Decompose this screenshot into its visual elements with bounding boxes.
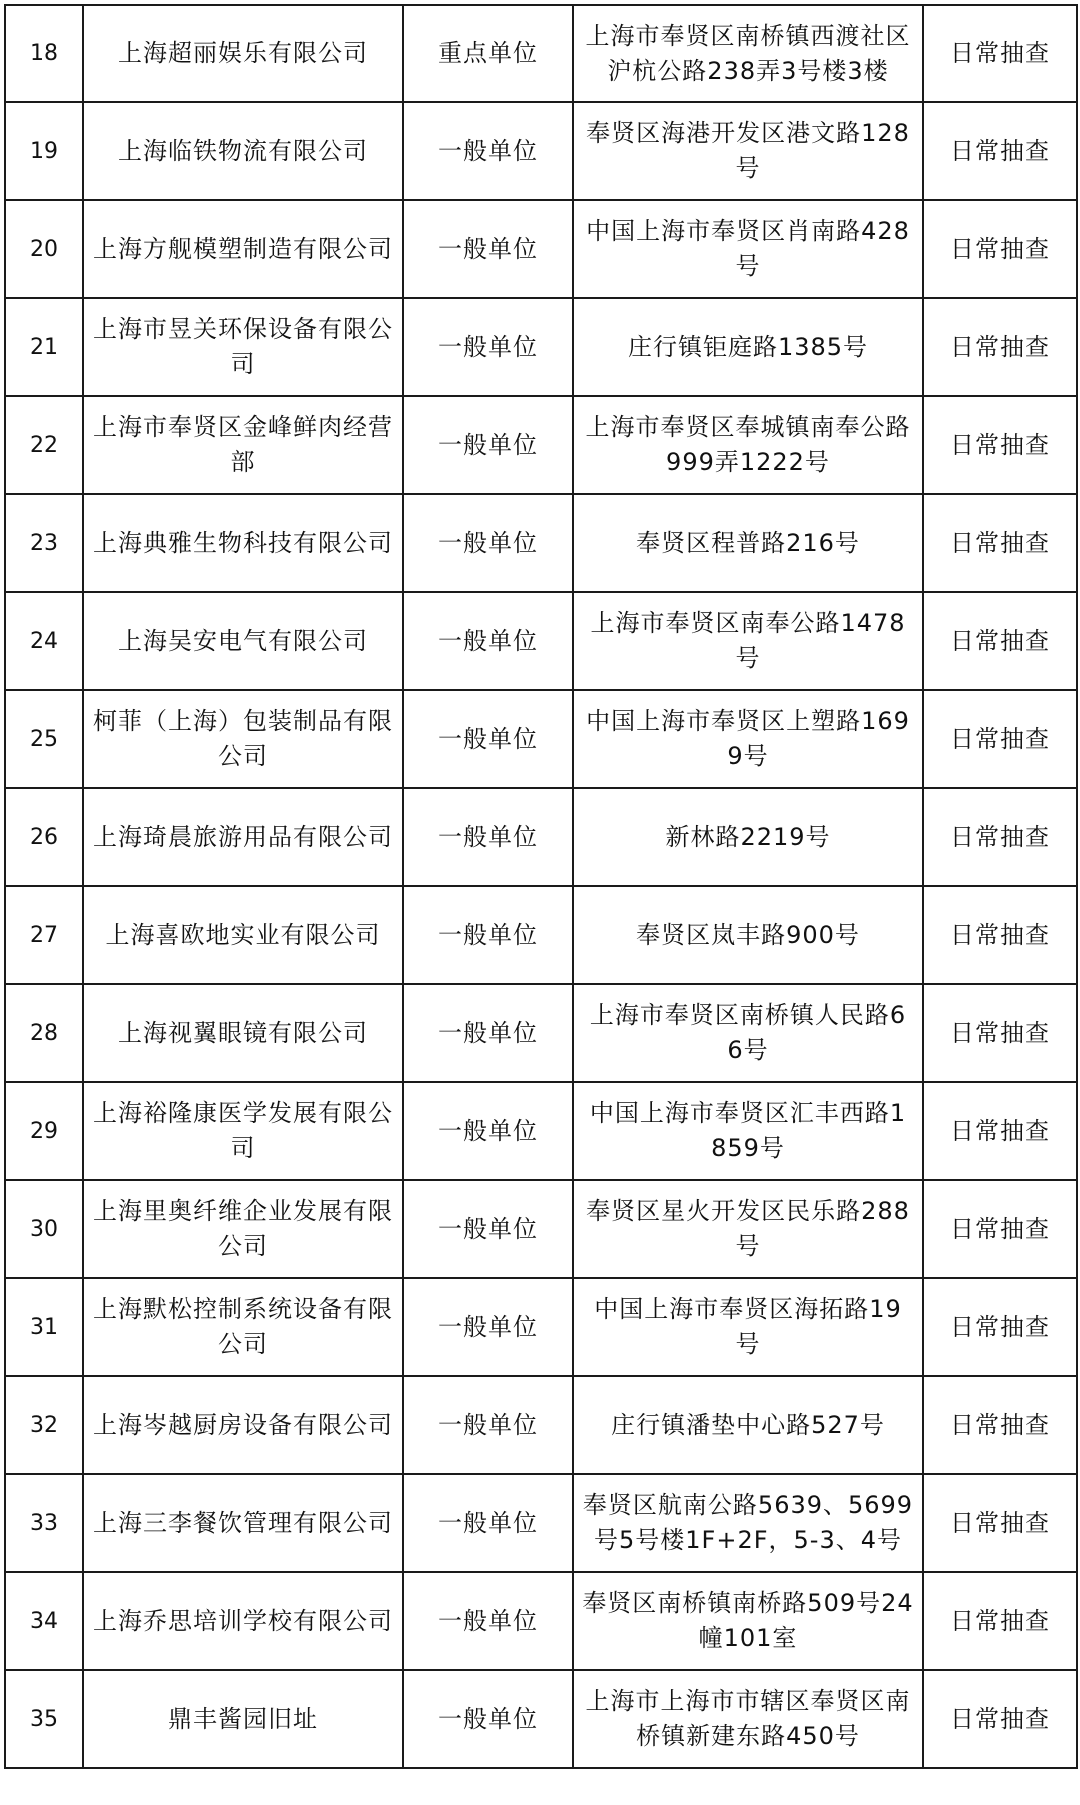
inspection-method-cell: 日常抽查 xyxy=(923,886,1077,984)
unit-type-cell: 一般单位 xyxy=(403,984,573,1082)
unit-type-cell: 一般单位 xyxy=(403,592,573,690)
unit-type-cell: 一般单位 xyxy=(403,1572,573,1670)
address-cell: 奉贤区岚丰路900号 xyxy=(573,886,923,984)
unit-type-cell: 一般单位 xyxy=(403,1082,573,1180)
table-row xyxy=(5,5,1077,102)
company-name-cell: 上海喜欧地实业有限公司 xyxy=(83,886,403,984)
company-name-cell: 上海岑越厨房设备有限公司 xyxy=(83,1376,403,1474)
company-name-cell: 上海方舰模塑制造有限公司 xyxy=(83,200,403,298)
table-row xyxy=(5,592,1077,690)
table-row xyxy=(5,1180,1077,1278)
inspection-method-cell: 日常抽查 xyxy=(923,788,1077,886)
table-row xyxy=(5,1572,1077,1670)
address-cell: 奉贤区海港开发区港文路128号 xyxy=(573,102,923,200)
table-row xyxy=(5,1278,1077,1376)
unit-type-cell: 一般单位 xyxy=(403,396,573,494)
inspection-method-cell: 日常抽查 xyxy=(923,592,1077,690)
address-cell: 奉贤区航南公路5639、5699号5号楼1F+2F，5-3、4号 xyxy=(573,1474,923,1572)
address-cell: 庄行镇钜庭路1385号 xyxy=(573,298,923,396)
row-number-cell: 28 xyxy=(5,984,83,1082)
company-name-cell: 上海三李餐饮管理有限公司 xyxy=(83,1474,403,1572)
inspection-method-cell: 日常抽查 xyxy=(923,1572,1077,1670)
inspection-method-cell: 日常抽查 xyxy=(923,1376,1077,1474)
row-number-cell: 20 xyxy=(5,200,83,298)
row-number-cell: 22 xyxy=(5,396,83,494)
address-cell: 上海市上海市市辖区奉贤区南桥镇新建东路450号 xyxy=(573,1670,923,1768)
company-name-cell: 上海超丽娱乐有限公司 xyxy=(83,5,403,102)
unit-type-cell: 一般单位 xyxy=(403,1180,573,1278)
address-cell: 中国上海市奉贤区肖南路428号 xyxy=(573,200,923,298)
table-row xyxy=(5,1670,1077,1768)
table-row xyxy=(5,396,1077,494)
row-number-cell: 29 xyxy=(5,1082,83,1180)
row-number-cell: 32 xyxy=(5,1376,83,1474)
row-number-cell: 31 xyxy=(5,1278,83,1376)
company-name-cell: 上海市昱关环保设备有限公司 xyxy=(83,298,403,396)
table-row xyxy=(5,200,1077,298)
inspection-method-cell: 日常抽查 xyxy=(923,494,1077,592)
unit-type-cell: 一般单位 xyxy=(403,298,573,396)
table-row xyxy=(5,984,1077,1082)
address-cell: 中国上海市奉贤区上塑路1699号 xyxy=(573,690,923,788)
inspection-method-cell: 日常抽查 xyxy=(923,1670,1077,1768)
company-name-cell: 鼎丰酱园旧址 xyxy=(83,1670,403,1768)
unit-type-cell: 一般单位 xyxy=(403,1474,573,1572)
company-name-cell: 上海琦晨旅游用品有限公司 xyxy=(83,788,403,886)
company-name-cell: 上海市奉贤区金峰鲜肉经营部 xyxy=(83,396,403,494)
row-number-cell: 35 xyxy=(5,1670,83,1768)
inspection-method-cell: 日常抽查 xyxy=(923,1278,1077,1376)
table-row xyxy=(5,1376,1077,1474)
address-cell: 庄行镇潘垫中心路527号 xyxy=(573,1376,923,1474)
company-name-cell: 上海默松控制系统设备有限公司 xyxy=(83,1278,403,1376)
address-cell: 奉贤区南桥镇南桥路509号24幢101室 xyxy=(573,1572,923,1670)
table-row xyxy=(5,788,1077,886)
unit-type-cell: 一般单位 xyxy=(403,1278,573,1376)
unit-type-cell: 重点单位 xyxy=(403,5,573,102)
table-row xyxy=(5,494,1077,592)
table-row xyxy=(5,102,1077,200)
address-cell: 上海市奉贤区南桥镇人民路66号 xyxy=(573,984,923,1082)
company-name-cell: 柯菲（上海）包装制品有限公司 xyxy=(83,690,403,788)
row-number-cell: 34 xyxy=(5,1572,83,1670)
company-name-cell: 上海吴安电气有限公司 xyxy=(83,592,403,690)
unit-type-cell: 一般单位 xyxy=(403,1670,573,1768)
row-number-cell: 19 xyxy=(5,102,83,200)
address-cell: 中国上海市奉贤区海拓路19号 xyxy=(573,1278,923,1376)
table-row xyxy=(5,1082,1077,1180)
company-name-cell: 上海视翼眼镜有限公司 xyxy=(83,984,403,1082)
row-number-cell: 21 xyxy=(5,298,83,396)
row-number-cell: 18 xyxy=(5,5,83,102)
address-cell: 奉贤区程普路216号 xyxy=(573,494,923,592)
company-name-cell: 上海典雅生物科技有限公司 xyxy=(83,494,403,592)
company-name-cell: 上海裕隆康医学发展有限公司 xyxy=(83,1082,403,1180)
table-row xyxy=(5,886,1077,984)
inspection-list-sheet xyxy=(4,4,1076,1769)
row-number-cell: 33 xyxy=(5,1474,83,1572)
unit-type-cell: 一般单位 xyxy=(403,690,573,788)
inspection-method-cell: 日常抽查 xyxy=(923,984,1077,1082)
unit-type-cell: 一般单位 xyxy=(403,886,573,984)
inspection-table-body xyxy=(5,5,1077,1768)
address-cell: 中国上海市奉贤区汇丰西路1859号 xyxy=(573,1082,923,1180)
inspection-method-cell: 日常抽查 xyxy=(923,1474,1077,1572)
unit-type-cell: 一般单位 xyxy=(403,1376,573,1474)
inspection-method-cell: 日常抽查 xyxy=(923,102,1077,200)
unit-type-cell: 一般单位 xyxy=(403,102,573,200)
company-name-cell: 上海里奥纤维企业发展有限公司 xyxy=(83,1180,403,1278)
inspection-method-cell: 日常抽查 xyxy=(923,298,1077,396)
company-name-cell: 上海临铁物流有限公司 xyxy=(83,102,403,200)
inspection-method-cell: 日常抽查 xyxy=(923,1082,1077,1180)
unit-type-cell: 一般单位 xyxy=(403,494,573,592)
company-name-cell: 上海乔思培训学校有限公司 xyxy=(83,1572,403,1670)
address-cell: 上海市奉贤区奉城镇南奉公路999弄1222号 xyxy=(573,396,923,494)
inspection-method-cell: 日常抽查 xyxy=(923,1180,1077,1278)
row-number-cell: 26 xyxy=(5,788,83,886)
unit-type-cell: 一般单位 xyxy=(403,788,573,886)
address-cell: 新林路2219号 xyxy=(573,788,923,886)
inspection-method-cell: 日常抽查 xyxy=(923,690,1077,788)
row-number-cell: 25 xyxy=(5,690,83,788)
inspection-method-cell: 日常抽查 xyxy=(923,396,1077,494)
row-number-cell: 30 xyxy=(5,1180,83,1278)
address-cell: 奉贤区星火开发区民乐路288号 xyxy=(573,1180,923,1278)
row-number-cell: 27 xyxy=(5,886,83,984)
unit-type-cell: 一般单位 xyxy=(403,200,573,298)
inspection-method-cell: 日常抽查 xyxy=(923,5,1077,102)
row-number-cell: 23 xyxy=(5,494,83,592)
table-row xyxy=(5,1474,1077,1572)
table-row xyxy=(5,298,1077,396)
inspection-method-cell: 日常抽查 xyxy=(923,200,1077,298)
table-row xyxy=(5,690,1077,788)
address-cell: 上海市奉贤区南奉公路1478号 xyxy=(573,592,923,690)
inspection-table xyxy=(4,4,1078,1769)
address-cell: 上海市奉贤区南桥镇西渡社区沪杭公路238弄3号楼3楼 xyxy=(573,5,923,102)
row-number-cell: 24 xyxy=(5,592,83,690)
